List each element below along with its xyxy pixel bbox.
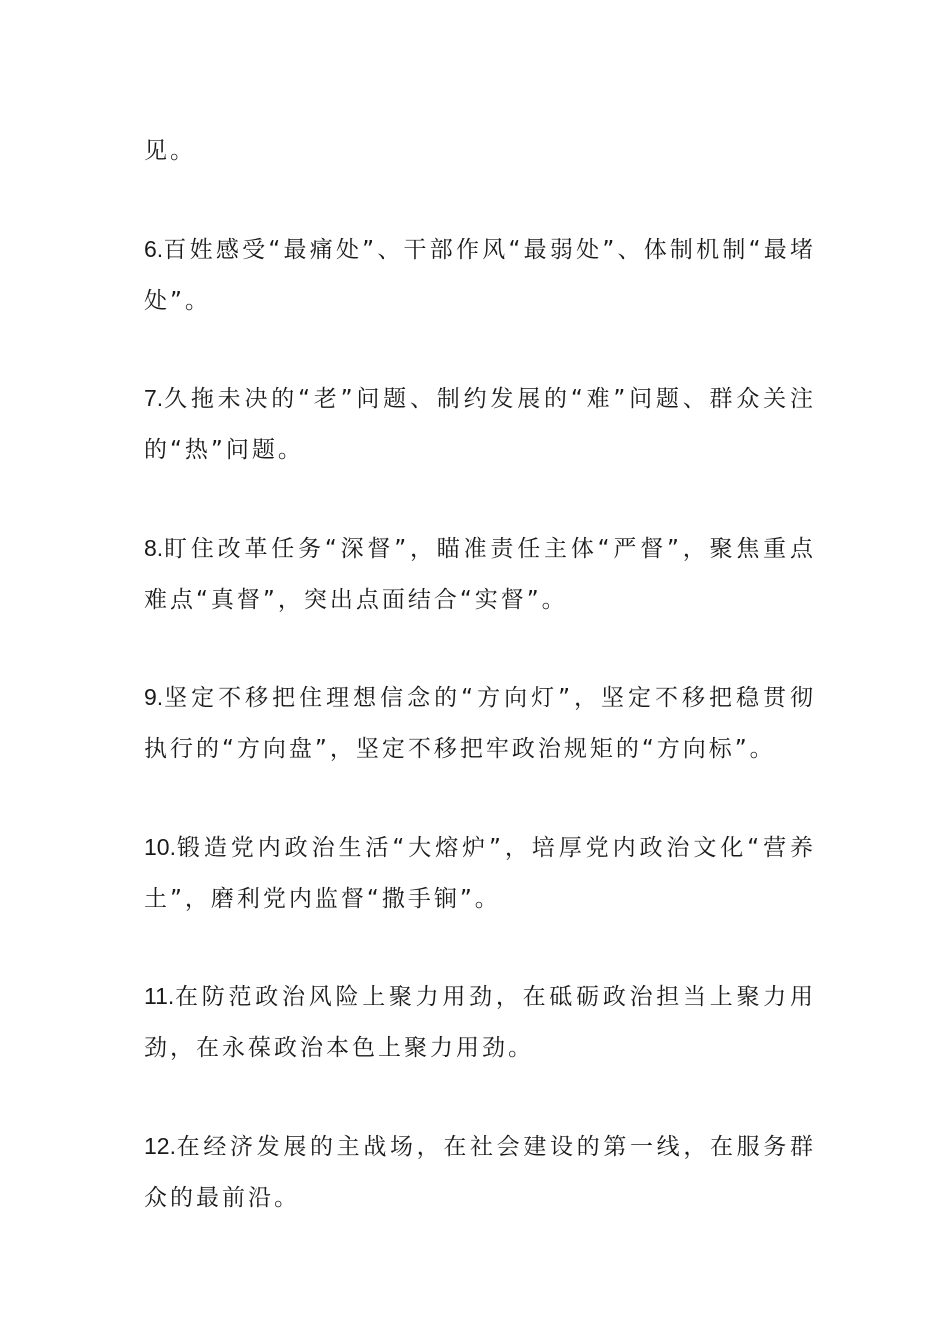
item-text: 久拖未决的“老”问题、制约发展的“难”问题、群众关注的“热”问题。 [144, 386, 816, 463]
paragraph-text: 见。 [144, 138, 196, 164]
item-text: 在防范政治风险上聚力用劲，在砥砺政治担当上聚力用劲，在永葆政治本色上聚力用劲。 [144, 984, 816, 1061]
item-text: 锻造党内政治生活“大熔炉”，培厚党内政治文化“营养土”，磨利党内监督“撒手锏”。 [144, 835, 816, 912]
list-item-7 [144, 373, 816, 476]
paragraph-continuation [144, 126, 816, 177]
list-item-8 [144, 523, 816, 626]
item-number: 7. [144, 385, 164, 411]
list-item-6 [144, 224, 816, 327]
list-item-12 [144, 1121, 816, 1224]
item-number: 8. [144, 535, 164, 561]
list-item-10 [144, 822, 816, 925]
item-text: 坚定不移把住理想信念的“方向灯”，坚定不移把稳贯彻执行的“方向盘”，坚定不移把牢政治规矩的“方向标”。 [144, 685, 816, 762]
item-number: 12. [144, 1133, 176, 1159]
item-text: 百姓感受“最痛处”、干部作风“最弱处”、体制机制“最堵处”。 [144, 237, 816, 314]
item-number: 6. [144, 236, 164, 262]
item-text: 在经济发展的主战场，在社会建设的第一线，在服务群众的最前沿。 [144, 1134, 816, 1211]
item-number: 10. [144, 834, 176, 860]
item-number: 9. [144, 684, 164, 710]
list-item-11 [144, 971, 816, 1074]
item-number: 11. [144, 983, 175, 1009]
item-text: 盯住改革任务“深督”，瞄准责任主体“严督”，聚焦重点难点“真督”，突出点面结合“实督”。 [144, 536, 816, 613]
list-item-9 [144, 672, 816, 775]
